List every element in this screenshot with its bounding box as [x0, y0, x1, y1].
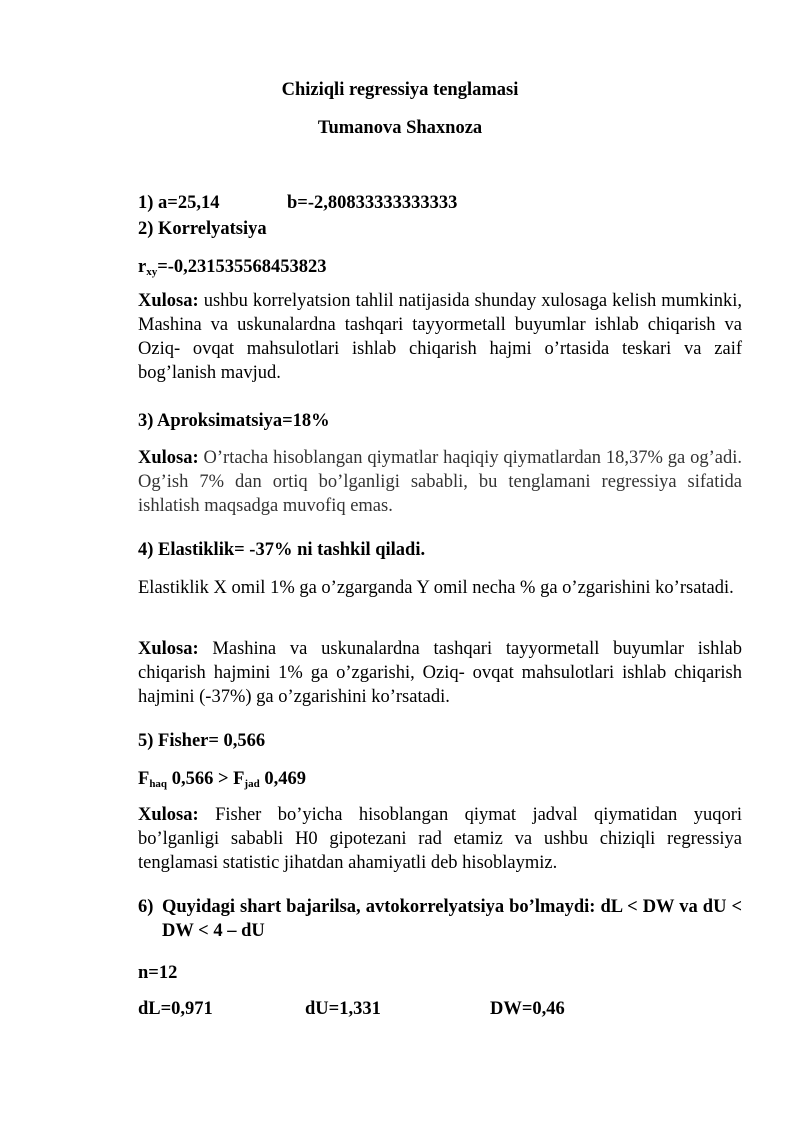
r-symbol: r [138, 257, 147, 277]
du-value: dU=1,331 [305, 999, 381, 1019]
section-3-conclusion [138, 446, 742, 518]
coef-a: 1) a=25,14 [138, 193, 220, 213]
fisher-comparison [138, 767, 742, 791]
f-haq-symbol: F [138, 769, 150, 789]
r-subscript: xy [146, 266, 158, 278]
section-2-heading: 2) Korrelyatsiya [138, 219, 267, 239]
f-jad-subscript: jad [244, 778, 260, 790]
section-5-conclusion [138, 803, 742, 875]
elasticity-definition: Elastiklik X omil 1% ga o’zgarganda Y omil necha % ga o’zgarishini ko’rsatadi. [138, 578, 734, 598]
f-haq-value: 0,566 > [167, 769, 234, 789]
conclusion-label: Xulosa: [138, 291, 199, 311]
conclusion-text: ushbu korrelyatsion tahlil natijasida shunday xulosaga kelish mumkinki, Mashina va uskunalardna tashqari tayyormetall buyumlar ishlab chiqarish va Oziq- ovqat mahsulotlari ishlab chiqarish hajmi o’rtasida teskari va zaif bog’lanish mavjud. [138, 291, 742, 384]
section-1-coefficients [138, 191, 742, 215]
coef-b: b=-2,80833333333333 [287, 193, 458, 213]
conclusion-label: Xulosa: [138, 448, 199, 468]
correlation-coefficient [138, 255, 742, 279]
f-jad-value: 0,469 [259, 769, 306, 789]
section-6-condition [138, 895, 742, 943]
dw-value: DW=0,46 [490, 999, 565, 1019]
section-4-heading: 4) Elastiklik= -37% ni tashkil qiladi. [138, 540, 426, 560]
section-6-number: 6) [138, 897, 154, 917]
condition-text: Quyidagi shart bajarilsa, avtokorrelyatsiya bo’lmaydi: dL < DW va dU < DW < 4 – dU [162, 897, 742, 942]
author-name: Tumanova Shaxnoza [317, 118, 483, 138]
f-jad-symbol: F [233, 769, 245, 789]
conclusion-text: O’rtacha hisoblangan qiymatlar haqiqiy qiymatlardan 18,37% ga og’adi. Og’ish 7% dan ortiq bo’lganligi sababli, bu tenglamani regressiya sifatida ishlatish maqsadga muvofiq emas. [138, 448, 742, 517]
conclusion-text: Mashina va uskunalardna tashqari tayyormetall buyumlar ishlab chiqarish hajmini 1% ga o’zgarishi, Oziq- ovqat mahsulotlari ishlab chiqarish hajmini (-37%) ga o’zgarishini ko’rsatadi. [138, 639, 742, 708]
conclusion-label: Xulosa: [138, 805, 199, 825]
section-5-heading: 5) Fisher= 0,566 [138, 731, 266, 751]
dw-values-row [138, 997, 742, 1021]
conclusion-text: Fisher bo’yicha hisoblangan qiymat jadval qiymatidan yuqori bo’lganligi sababli H0 gipotezani rad etamiz va ushbu chiziqli regressiya tenglamasi statistic jihatdan ahamiyatli deb hisoblaymiz. [138, 805, 742, 874]
sample-size: n=12 [138, 963, 178, 983]
dl-value: dL=0,971 [138, 999, 213, 1019]
conclusion-label: Xulosa: [138, 639, 199, 659]
document-title: Chiziqli regressiya tenglamasi [281, 80, 519, 100]
section-2-conclusion [138, 289, 742, 385]
section-4-conclusion [138, 637, 742, 709]
section-3-heading: 3) Aproksimatsiya=18% [138, 411, 330, 431]
f-haq-subscript: haq [149, 778, 168, 790]
r-value: =-0,231535568453823 [157, 257, 327, 277]
